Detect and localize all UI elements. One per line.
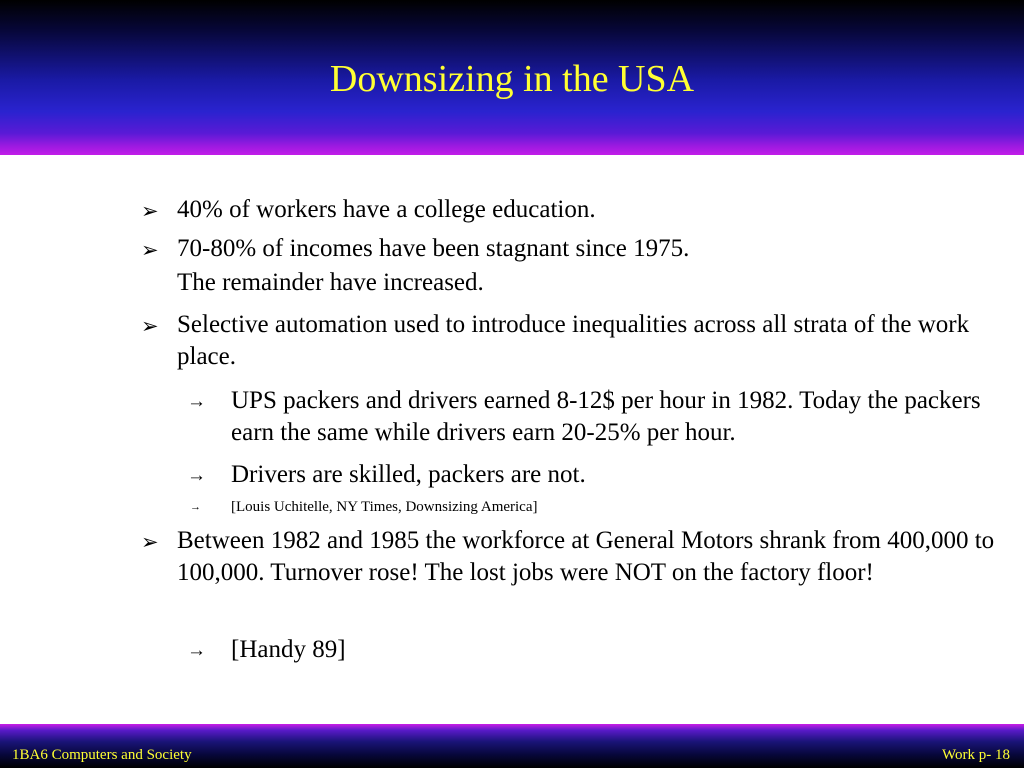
course-name: 1BA6 Computers and Society bbox=[12, 747, 192, 763]
bullet-text: Selective automation used to introduce inequalities across all strata of the work place. bbox=[177, 311, 970, 370]
slide-title: Downsizing in the USA bbox=[329, 58, 695, 100]
right-arrow-icon: → bbox=[187, 640, 206, 661]
arrowhead-bullet-icon: ➢ bbox=[141, 530, 159, 554]
citation-text: [Louis Uchitelle, NY Times, Downsizing America] bbox=[231, 499, 538, 515]
slide-header bbox=[0, 0, 1024, 155]
subbullet-text: [Handy 89] bbox=[231, 636, 346, 663]
subbullet-text: UPS packers and drivers earned 8-12$ per hour in 1982. Today the packers earn the same while drivers earn 20-25% per hour. bbox=[231, 387, 981, 446]
right-arrow-icon: → bbox=[190, 501, 201, 513]
arrowhead-bullet-icon: ➢ bbox=[141, 199, 159, 223]
bullet-text: Between 1982 and 1985 the workforce at General Motors shrank from 400,000 to 100,000. Turnover rose! The lost jobs were NOT on the factory floor! bbox=[177, 527, 995, 586]
slide-footer bbox=[0, 724, 1024, 768]
arrowhead-bullet-icon: ➢ bbox=[141, 314, 159, 338]
right-arrow-icon: → bbox=[187, 465, 206, 486]
bullet-text: 70-80% of incomes have been stagnant since 1975. bbox=[177, 235, 690, 262]
arrowhead-bullet-icon: ➢ bbox=[141, 238, 159, 262]
subbullet-text: Drivers are skilled, packers are not. bbox=[231, 461, 586, 488]
right-arrow-icon: → bbox=[187, 391, 206, 412]
page-number: Work p- 18 bbox=[942, 747, 1010, 763]
bullet-text: 40% of workers have a college education. bbox=[177, 196, 596, 223]
slide-content bbox=[0, 188, 1024, 708]
bullet-text: The remainder have increased. bbox=[177, 269, 484, 296]
